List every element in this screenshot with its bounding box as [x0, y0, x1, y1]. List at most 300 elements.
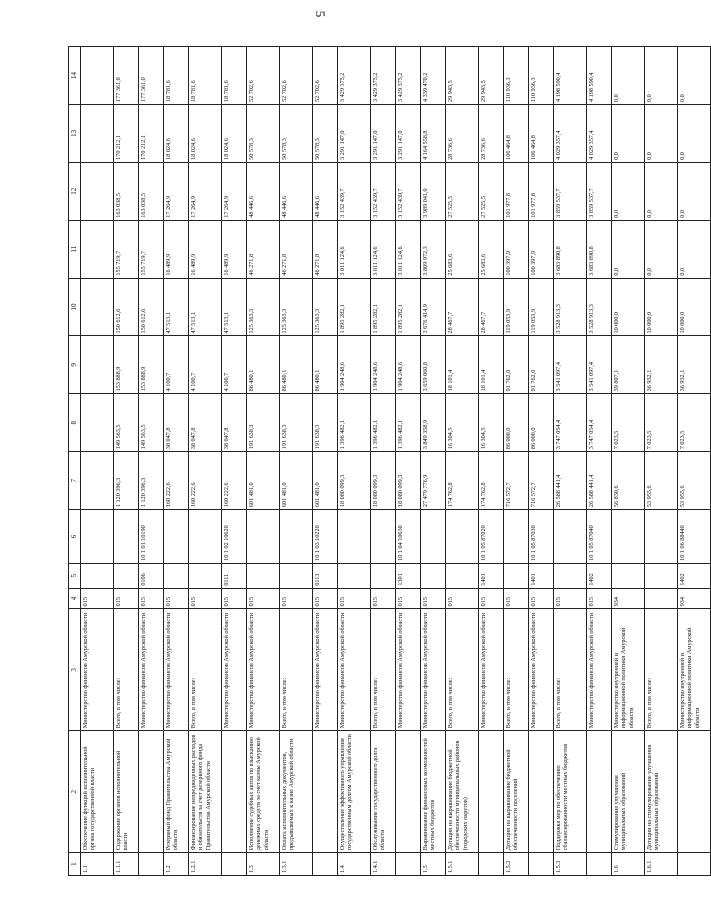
header-cell: 13	[69, 104, 81, 162]
table-cell: 015	[529, 588, 554, 609]
table-cell: 119 053,9	[529, 278, 554, 336]
table-cell: 015	[396, 588, 421, 609]
table-row	[554, 47, 587, 876]
table-cell: 1.4.1	[371, 853, 396, 876]
table-cell: Осуществление эффективного управления государственным долгом Амурской области	[338, 731, 371, 853]
table-cell: Всего, в том числе:	[645, 609, 678, 731]
header-cell: 12	[69, 162, 81, 220]
table-cell: 18 080 099,3	[371, 452, 396, 510]
table-cell: 38 047,8	[164, 394, 189, 452]
table-cell: 015	[371, 588, 396, 609]
table-cell: Министерство финансов Амурской области	[421, 609, 446, 731]
table-cell: 3 683 890,8	[587, 220, 612, 278]
table-cell: 015	[313, 588, 338, 609]
table-cell: 3 541 097,4	[587, 336, 612, 394]
budget-table	[68, 46, 711, 876]
table-cell	[139, 731, 164, 853]
table-cell: Министерство финансов Амурской области	[587, 609, 612, 731]
table-cell	[189, 563, 222, 588]
table-cell: 3 429 375,2	[338, 47, 371, 105]
table-cell	[504, 563, 529, 588]
table-cell: 1 904 248,6	[371, 336, 396, 394]
table-row	[396, 47, 421, 876]
table-cell	[81, 394, 114, 452]
table-cell: 3 528 913,3	[554, 278, 587, 336]
table-cell: 3 011 124,6	[371, 220, 396, 278]
table-row	[222, 47, 247, 876]
table-cell: 27 525,5	[446, 162, 479, 220]
table-cell	[479, 853, 504, 876]
table-cell: 3 541 097,4	[554, 336, 587, 394]
table-cell: Обслуживание государственного долга области	[371, 731, 396, 853]
table-cell: 38 047,8	[189, 394, 222, 452]
table-cell: Министерство финансов Амурской области	[529, 609, 554, 731]
table-cell: 015	[421, 588, 446, 609]
table-cell: 52 702,6	[313, 47, 338, 105]
table-cell	[313, 853, 338, 876]
table-cell: 015	[222, 588, 247, 609]
table-cell: 160 222,6	[164, 452, 189, 510]
table-row	[645, 47, 678, 876]
table-cell: 16 304,5	[479, 394, 504, 452]
table-cell: 125 363,3	[313, 278, 338, 336]
table-row	[446, 47, 479, 876]
table-cell: 0,0	[678, 47, 711, 105]
table-cell: 015	[479, 588, 504, 609]
table-cell: 1.5.3	[554, 853, 587, 876]
table-cell: 1 895 282,1	[338, 278, 371, 336]
table-cell: 1 904 248,6	[338, 336, 371, 394]
table-cell: 7 023,5	[645, 394, 678, 452]
table-cell	[587, 731, 612, 853]
table-cell: 0,0	[612, 162, 645, 220]
table-cell: 3 676 414,9	[421, 278, 446, 336]
table-cell	[114, 510, 139, 564]
table-cell: 48 446,6	[247, 162, 280, 220]
table-row	[371, 47, 396, 876]
table-cell: 29 943,5	[446, 47, 479, 105]
table-cell: 101 977,8	[529, 162, 554, 220]
table-cell: 3 291 147,0	[338, 104, 371, 162]
table-cell: 3 152 439,7	[338, 162, 371, 220]
table-cell: 155 719,7	[114, 220, 139, 278]
table-cell: 18 080 099,3	[396, 452, 421, 510]
table-cell: Оплата исполнительных документов, предъявляемых к казне Амурской области	[280, 731, 313, 853]
table-cell: 38 047,8	[222, 394, 247, 452]
table-cell: 3 291 147,0	[396, 104, 421, 162]
table-cell: 934	[612, 588, 645, 609]
table-cell: 191 638,3	[313, 394, 338, 452]
table-cell: 25 683,6	[446, 220, 479, 278]
table-cell: 177 361,0	[139, 47, 164, 105]
table-cell: Министерство внутренней и информационной политики Амурской области	[678, 609, 711, 731]
table-cell: 015	[164, 588, 189, 609]
table-cell	[338, 510, 371, 564]
table-cell: Дотации на выравнивание бюджетной обеспеченности поселений	[504, 731, 529, 853]
table-cell: 177 361,0	[114, 47, 139, 105]
table-cell	[247, 563, 280, 588]
header-cell: 2	[69, 731, 81, 853]
table-cell: 015	[280, 588, 313, 609]
table-cell: 1.1.1	[114, 853, 139, 876]
table-cell: 39 807,1	[612, 336, 645, 394]
table-cell	[554, 563, 587, 588]
table-cell: 86 000,0	[529, 394, 554, 452]
table-cell: 125 363,3	[247, 278, 280, 336]
table-cell: Всего, в том числе:	[371, 609, 396, 731]
table-cell: 149 563,5	[139, 394, 164, 452]
table-cell: 160 222,6	[222, 452, 247, 510]
table-cell: 1301	[396, 563, 421, 588]
table-cell: 174 762,8	[479, 452, 504, 510]
table-cell	[612, 563, 645, 588]
table-cell: 100 397,9	[529, 220, 554, 278]
table-cell: 48 446,6	[280, 162, 313, 220]
table-cell: 170 212,1	[139, 104, 164, 162]
table-cell: 18 024,6	[222, 104, 247, 162]
table-cell: Министерство финансов Амурской области	[313, 609, 338, 731]
table-cell: 0,0	[678, 162, 711, 220]
table-cell: 3 809 972,3	[421, 220, 446, 278]
header-cell: 4	[69, 588, 81, 609]
table-row	[421, 47, 446, 876]
table-cell: 1.5.1	[446, 853, 479, 876]
table-cell: 3 859 537,7	[587, 162, 612, 220]
table-cell: 1 396 482,1	[371, 394, 396, 452]
table-cell: 50 578,3	[313, 104, 338, 162]
header-cell: 11	[69, 220, 81, 278]
table-cell	[81, 452, 114, 510]
table-cell: 16 489,9	[222, 220, 247, 278]
table-cell: Резервный фонд Правительства Амурской области	[164, 731, 189, 853]
table-cell: 18 781,6	[189, 47, 222, 105]
table-row	[504, 47, 529, 876]
table-cell: Министерство финансов Амурской области	[139, 609, 164, 731]
table-row	[81, 47, 114, 876]
table-cell: 163 038,5	[114, 162, 139, 220]
table-cell: 17 264,9	[164, 162, 189, 220]
table-cell: 86 000,0	[504, 394, 529, 452]
table-cell: 7 023,5	[678, 394, 711, 452]
table-cell: 3 859 537,7	[554, 162, 587, 220]
table-cell: 86 480,1	[280, 336, 313, 394]
table-cell: Всего, в том числе:	[554, 609, 587, 731]
table-cell: 3 747 054,4	[587, 394, 612, 452]
table-cell: 1 396 482,1	[338, 394, 371, 452]
table-cell: 015	[81, 588, 114, 609]
table-cell: 160 222,6	[189, 452, 222, 510]
table-cell	[164, 563, 189, 588]
header-cell: 10	[69, 278, 81, 336]
table-cell: Министерство финансов Амурской области	[396, 609, 421, 731]
table-cell	[479, 731, 504, 853]
table-cell	[529, 853, 554, 876]
table-cell: 18 080 099,3	[338, 452, 371, 510]
table-cell: 015	[554, 588, 587, 609]
table-cell: 4 029 357,4	[554, 104, 587, 162]
table-cell: 4 100,7	[164, 336, 189, 394]
table-cell: Финансирование непредвиденных расходов и обязательств за счет резервного фонда Правительства Амурской области	[189, 731, 222, 853]
table-cell: 46 271,8	[280, 220, 313, 278]
table-cell: 3 659 060,8	[421, 336, 446, 394]
table-cell: 10 1 03 10220	[313, 510, 338, 564]
table-cell	[421, 510, 446, 564]
table-cell	[504, 510, 529, 564]
table-cell	[645, 563, 678, 588]
table-cell	[446, 510, 479, 564]
table-row	[189, 47, 222, 876]
table-cell: 1 904 248,6	[396, 336, 421, 394]
table-cell: 163 038,5	[139, 162, 164, 220]
table-cell: 0,0	[645, 162, 678, 220]
table-cell: 0,0	[678, 104, 711, 162]
table-cell: Содержание органов исполнительной власти	[114, 731, 139, 853]
table-cell	[139, 853, 164, 876]
table-cell: 3 683 890,8	[554, 220, 587, 278]
table-cell: Министерство финансов Амурской области	[81, 609, 114, 731]
table-cell: Министерство финансов Амурской области	[222, 609, 247, 731]
table-cell: 27 479 776,9	[421, 452, 446, 510]
table-cell: 36 932,1	[645, 336, 678, 394]
table-cell	[529, 731, 554, 853]
table-cell: 015	[338, 588, 371, 609]
table-cell: 601 481,0	[247, 452, 280, 510]
table-cell	[81, 220, 114, 278]
table-cell: 3 429 375,2	[371, 47, 396, 105]
table-cell	[81, 563, 114, 588]
table-cell: 50 578,3	[247, 104, 280, 162]
table-cell: 53 955,6	[645, 452, 678, 510]
table-cell: 015	[446, 588, 479, 609]
table-cell	[371, 510, 396, 564]
table-cell: 4 339 470,2	[421, 47, 446, 105]
table-row	[678, 47, 711, 876]
table-cell: 150 612,6	[114, 278, 139, 336]
table-cell: 18 024,6	[189, 104, 222, 162]
table-cell: 1.5	[421, 853, 446, 876]
table-cell: 18 781,6	[164, 47, 189, 105]
table-cell: 0113	[313, 563, 338, 588]
table-cell	[222, 731, 247, 853]
table-cell	[81, 47, 114, 105]
table-cell: 015	[114, 588, 139, 609]
table-row	[529, 47, 554, 876]
table-row	[612, 47, 645, 876]
table-cell: 153 888,9	[139, 336, 164, 394]
header-cell: 5	[69, 563, 81, 588]
table-cell: 1 120 396,3	[114, 452, 139, 510]
table-cell	[280, 563, 313, 588]
table-cell: 101 977,8	[504, 162, 529, 220]
table-cell	[81, 278, 114, 336]
table-cell	[612, 510, 645, 564]
table-cell	[645, 588, 678, 609]
table-cell: 10 000,0	[612, 278, 645, 336]
table-cell: 1.6	[612, 853, 645, 876]
table-cell: 26 588 441,4	[554, 452, 587, 510]
table-cell: Министерство финансов Амурской области	[247, 609, 280, 731]
table-cell: Министерство внутренней и информационной политики Амурской области	[612, 609, 645, 731]
table-cell	[189, 510, 222, 564]
table-cell: 28 467,7	[479, 278, 504, 336]
table-row	[164, 47, 189, 876]
table-cell	[446, 563, 479, 588]
table-cell: 16 304,5	[446, 394, 479, 452]
table-cell: Поддержка мер по обеспечению сбалансированности местных бюджетов	[554, 731, 587, 853]
table-cell: Всего, в том числе:	[189, 609, 222, 731]
budget-table-container	[68, 46, 701, 876]
table-cell: 174 762,8	[446, 452, 479, 510]
table-cell: 0,0	[645, 104, 678, 162]
table-cell: 170 212,1	[114, 104, 139, 162]
table-cell: Всего, в том числе:	[114, 609, 139, 731]
table-cell: 0,0	[645, 47, 678, 105]
table-cell: 3 011 124,6	[338, 220, 371, 278]
table-cell	[587, 853, 612, 876]
table-cell: Дотации на выравнивание бюджетной обеспеченности муниципальных районов (городских округов)	[446, 731, 479, 853]
table-cell: 601 481,0	[313, 452, 338, 510]
table-cell: 601 481,0	[280, 452, 313, 510]
table-cell: 1401	[529, 563, 554, 588]
table-cell: 150 612,6	[139, 278, 164, 336]
table-cell: 10 1 05 87040	[587, 510, 612, 564]
table-cell: 27 525,5	[479, 162, 504, 220]
table-cell: 53 955,6	[678, 452, 711, 510]
table-cell	[678, 853, 711, 876]
table-cell: 0106	[139, 563, 164, 588]
header-cell: 8	[69, 394, 81, 452]
table-cell: 0,0	[612, 47, 645, 105]
table-cell: 125 363,3	[280, 278, 313, 336]
table-cell: 3 747 054,4	[554, 394, 587, 452]
table-cell: 1.2.1	[189, 853, 222, 876]
table-cell: 28 736,6	[479, 104, 504, 162]
table-row	[114, 47, 139, 876]
header-cell: 6	[69, 510, 81, 564]
table-cell: 106 464,8	[504, 104, 529, 162]
table-cell: 18 024,6	[164, 104, 189, 162]
table-row	[247, 47, 280, 876]
table-row	[587, 47, 612, 876]
table-row	[338, 47, 371, 876]
table-cell: 3 011 124,6	[396, 220, 421, 278]
table-cell	[81, 104, 114, 162]
table-cell	[81, 162, 114, 220]
table-cell: 48 446,6	[313, 162, 338, 220]
table-cell: 7 023,5	[612, 394, 645, 452]
table-cell	[371, 563, 396, 588]
table-row	[139, 47, 164, 876]
table-cell: 46 271,8	[247, 220, 280, 278]
table-cell: 1.3	[247, 853, 280, 876]
table-row	[280, 47, 313, 876]
table-cell: 1402	[587, 563, 612, 588]
header-cell: 14	[69, 47, 81, 105]
table-cell: 155 719,7	[139, 220, 164, 278]
table-cell: 015	[247, 588, 280, 609]
table-cell: 10 000,0	[645, 278, 678, 336]
table-cell: Всего, в том числе:	[504, 609, 529, 731]
table-cell: 015	[504, 588, 529, 609]
table-cell: 17 264,9	[222, 162, 247, 220]
table-cell: Стимулирование улучшения муниципальных образований	[612, 731, 645, 853]
table-cell: 86 480,1	[247, 336, 280, 394]
table-cell	[247, 510, 280, 564]
table-cell: Выравнивание финансовых возможностей местных бюджетов	[421, 731, 446, 853]
header-cell: 7	[69, 452, 81, 510]
table-cell: 1.4	[338, 853, 371, 876]
table-cell: 4 029 357,4	[587, 104, 612, 162]
table-cell: Исполнение судебных актов по взысканию денежных средств за счет казны Амурской области	[247, 731, 280, 853]
table-cell: 0,0	[678, 220, 711, 278]
table-cell: 119 053,9	[504, 278, 529, 336]
table-cell: 17 264,9	[189, 162, 222, 220]
table-cell: 28 736,6	[446, 104, 479, 162]
table-cell: 4 198 590,4	[587, 47, 612, 105]
table-cell: 10 1 02 10620	[222, 510, 247, 564]
table-cell: 1.6.1	[645, 853, 678, 876]
table-cell: 4 198 590,4	[554, 47, 587, 105]
table-cell: 153 888,9	[114, 336, 139, 394]
table-cell: 50 578,3	[280, 104, 313, 162]
table-cell: 1.1	[81, 853, 114, 876]
table-cell: 52 702,6	[280, 47, 313, 105]
table-cell	[338, 563, 371, 588]
table-cell: 3 528 913,3	[587, 278, 612, 336]
table-cell: 10 1 01 10190	[139, 510, 164, 564]
table-row	[479, 47, 504, 876]
table-cell: 10 1 05 87020	[479, 510, 504, 564]
table-cell: 18 781,6	[222, 47, 247, 105]
table-cell: Министерство финансов Амурской области	[338, 609, 371, 731]
table-cell	[645, 510, 678, 564]
table-cell: 18 101,4	[479, 336, 504, 394]
table-cell: 46 271,8	[313, 220, 338, 278]
table-cell	[396, 731, 421, 853]
table-cell: 10 1 04 10630	[396, 510, 421, 564]
table-cell: 91 762,0	[529, 336, 554, 394]
table-cell: 1 396 482,1	[396, 394, 421, 452]
table-cell: 191 638,3	[280, 394, 313, 452]
table-cell: 26 588 441,4	[587, 452, 612, 510]
table-cell: Всего, в том числе:	[446, 609, 479, 731]
table-cell: 25 683,6	[479, 220, 504, 278]
table-cell: 47 513,1	[189, 278, 222, 336]
table-cell: 0111	[222, 563, 247, 588]
table-cell: 0,0	[612, 104, 645, 162]
table-cell	[164, 510, 189, 564]
table-cell: 1.2	[164, 853, 189, 876]
table-cell: 3 429 375,2	[396, 47, 421, 105]
table-cell	[313, 731, 338, 853]
table-cell: 1401	[479, 563, 504, 588]
table-cell: 16 489,9	[189, 220, 222, 278]
table-cell: 106 464,8	[529, 104, 554, 162]
table-cell	[421, 563, 446, 588]
header-cell: 1	[69, 853, 81, 876]
table-cell: 52 702,6	[247, 47, 280, 105]
table-cell: 0,0	[612, 220, 645, 278]
table-cell: 56 830,6	[612, 452, 645, 510]
table-cell: 1 120 396,3	[139, 452, 164, 510]
table-cell: 91 762,0	[504, 336, 529, 394]
table-cell: 110 936,3	[529, 47, 554, 105]
table-cell: 47 513,1	[222, 278, 247, 336]
header-cell: 9	[69, 336, 81, 394]
table-row	[313, 47, 338, 876]
header-row	[69, 47, 81, 876]
table-cell: 1.3.1	[280, 853, 313, 876]
